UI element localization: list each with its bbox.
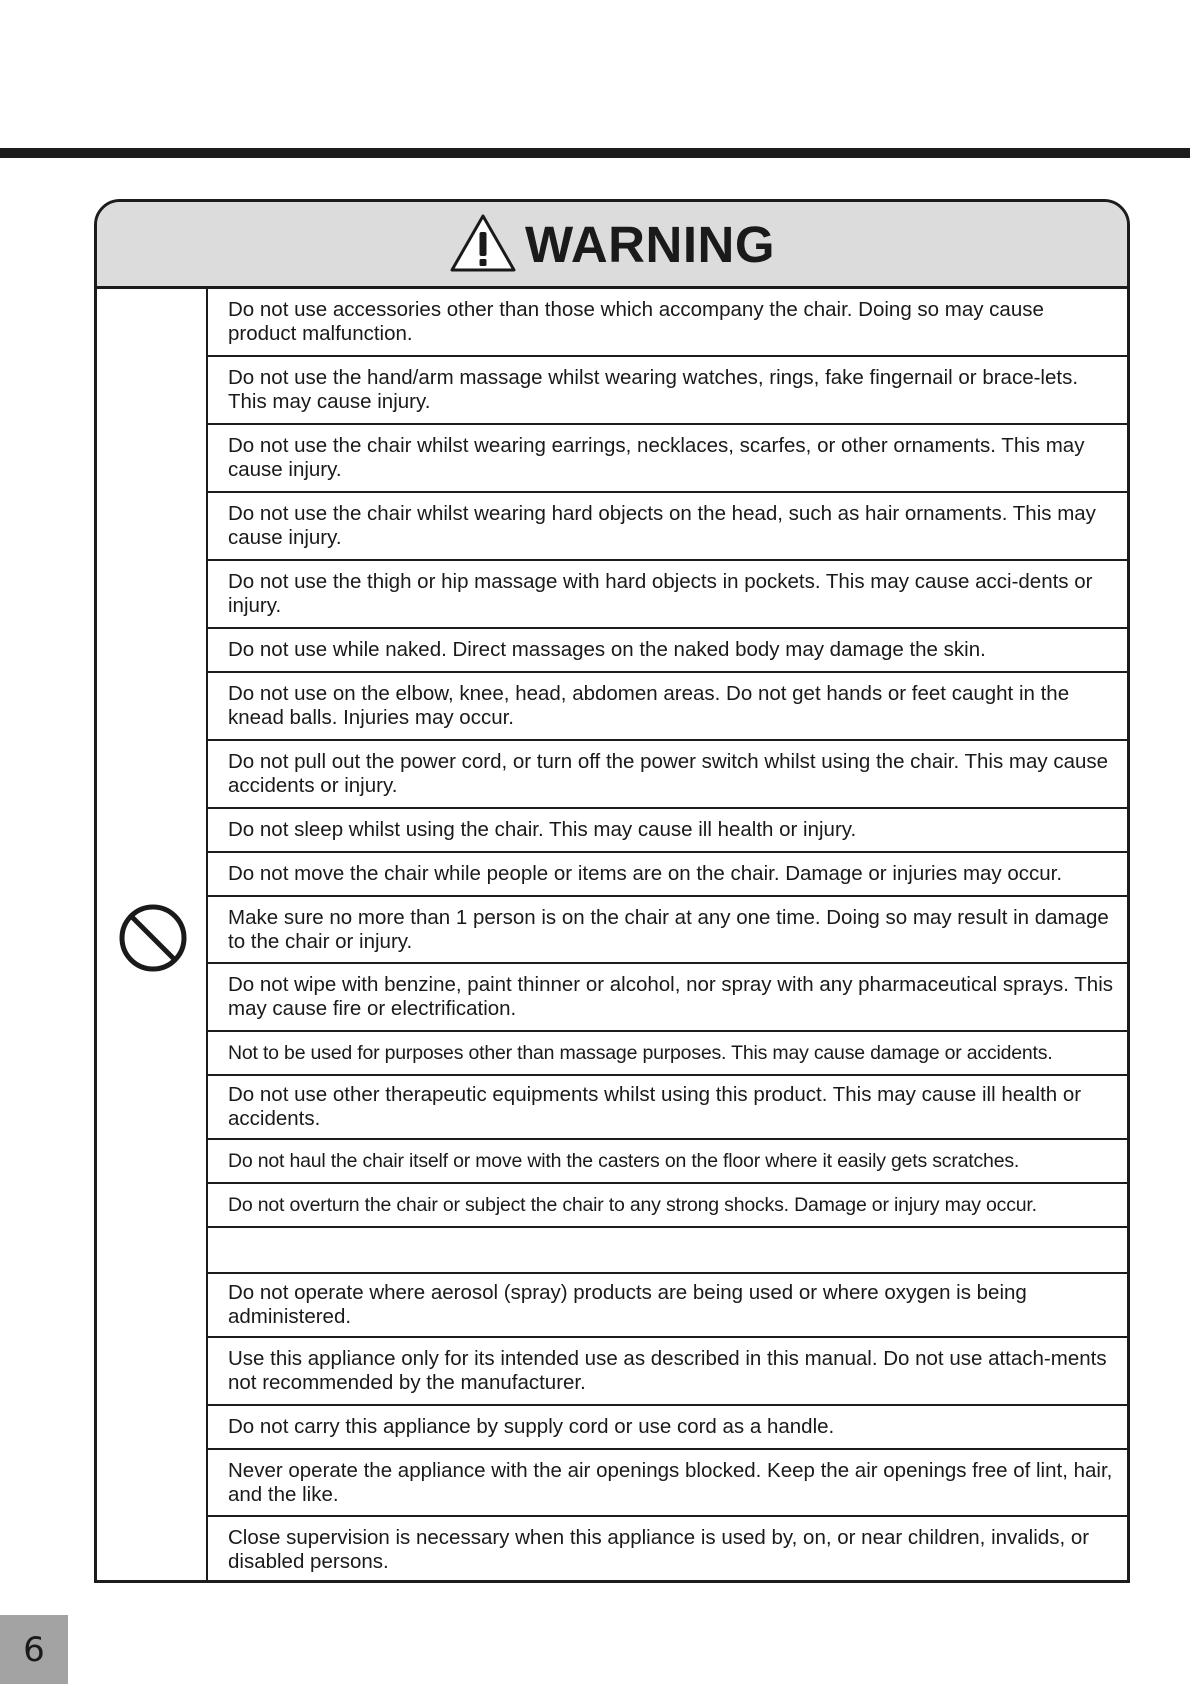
warning-row: Do not haul the chair itself or move with the casters on the floor where it easily gets scratches. [208, 1140, 1127, 1184]
prohibition-icon [118, 903, 188, 973]
warning-table [94, 199, 1130, 1583]
warning-row: Not to be used for purposes other than massage purposes. This may cause damage or accidents. [208, 1032, 1127, 1076]
warning-row: Do not overturn the chair or subject the chair to any strong shocks. Damage or injury may occur. [208, 1184, 1127, 1228]
warning-row: Do not sleep whilst using the chair. This may cause ill health or injury. [208, 809, 1127, 853]
warning-row: Do not operate where aerosol (spray) products are being used or where oxygen is being administered. [208, 1274, 1127, 1338]
icon-column [97, 289, 208, 1580]
warning-row: Do not use the chair whilst wearing hard objects on the head, such as hair ornaments. This may cause injury. [208, 493, 1127, 561]
warning-row: Do not use on the elbow, knee, head, abdomen areas. Do not get hands or feet caught in the knead balls. Injuries may occur. [208, 673, 1127, 741]
warning-row: Do not carry this appliance by supply cord or use cord as a handle. [208, 1406, 1127, 1450]
page-number: 6 [0, 1615, 68, 1684]
warning-row: Do not use other therapeutic equipments whilst using this product. This may cause ill health or accidents. [208, 1076, 1127, 1140]
warning-row: Do not use while naked. Direct massages on the naked body may damage the skin. [208, 629, 1127, 673]
warning-row: Do not use the chair whilst wearing earrings, necklaces, scarfes, or other ornaments. This may cause injury. [208, 425, 1127, 493]
warning-row: Do not move the chair while people or items are on the chair. Damage or injuries may occur. [208, 853, 1127, 897]
warning-row: Use this appliance only for its intended use as described in this manual. Do not use attach-ments not recommended by the manufacturer. [208, 1338, 1127, 1406]
warning-title: WARNING [525, 215, 775, 273]
top-rule [0, 148, 1190, 158]
warning-row: Do not pull out the power cord, or turn off the power switch whilst using the chair. This may cause accidents or injury. [208, 741, 1127, 809]
warning-triangle-icon [449, 212, 517, 274]
warning-row: Do not use the thigh or hip massage with hard objects in pockets. This may cause acci-dents or injury. [208, 561, 1127, 629]
warning-row: Do not use the hand/arm massage whilst wearing watches, rings, fake fingernail or brace-lets. This may cause injury. [208, 357, 1127, 425]
warning-rows [208, 289, 1127, 1580]
warning-row: Do not use accessories other than those which accompany the chair. Doing so may cause product malfunction. [208, 289, 1127, 357]
warning-row: Do not wipe with benzine, paint thinner or alcohol, nor spray with any pharmaceutical sprays. This may cause fire or electrification. [208, 964, 1127, 1032]
warning-row: Close supervision is necessary when this appliance is used by, on, or near children, invalids, or disabled persons. [228, 1526, 1090, 1573]
warning-row: Never operate the appliance with the air openings blocked. Keep the air openings free of lint, hair, and the like. [208, 1450, 1127, 1517]
warning-row: Make sure no more than 1 person is on the chair at any one time. Doing so may result in damage to the chair or injury. [208, 897, 1127, 964]
warning-row-empty [208, 1228, 1127, 1274]
warning-header [97, 202, 1127, 289]
